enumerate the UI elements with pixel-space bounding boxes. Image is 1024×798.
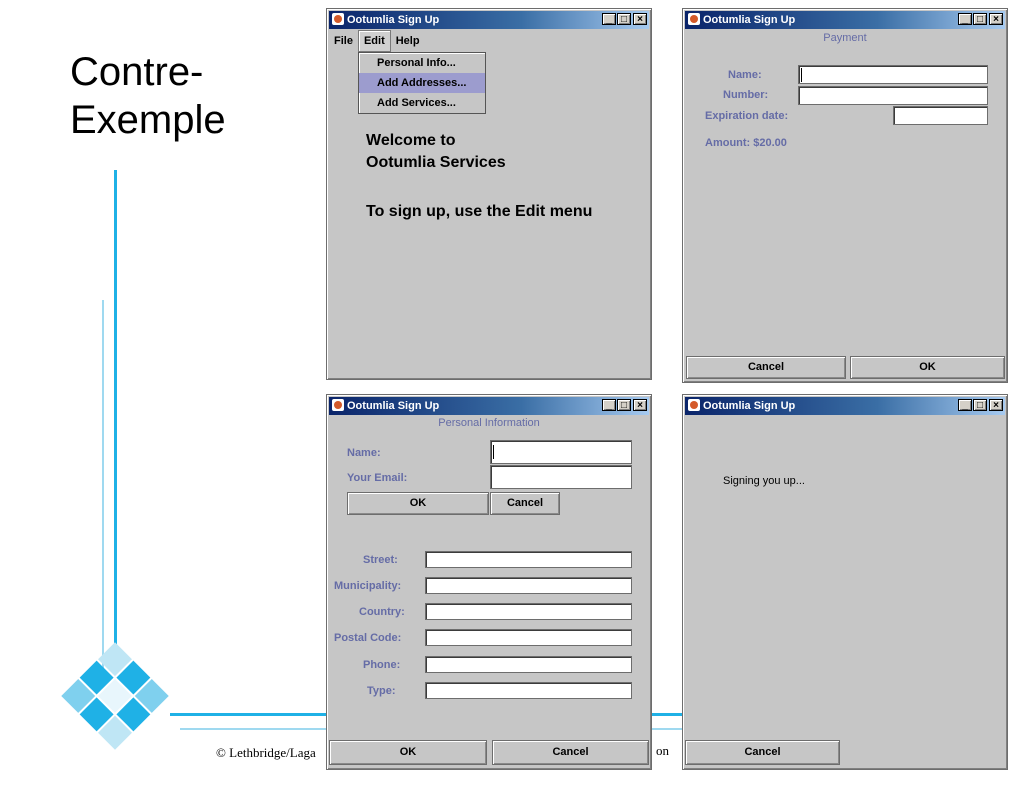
- window-title: Ootumlia Sign Up: [347, 14, 440, 26]
- decorative-line-vertical: [114, 170, 117, 660]
- window-title: Ootumlia Sign Up: [703, 14, 796, 26]
- amount-text: Amount: $20.00: [705, 137, 787, 149]
- menu-item-add-services[interactable]: Add Services...: [377, 97, 456, 109]
- close-button[interactable]: ×: [989, 399, 1003, 411]
- main-window: [326, 8, 652, 380]
- expiration-field[interactable]: [893, 106, 988, 125]
- decorative-line-horizontal-right-thin: [652, 728, 682, 730]
- cancel-button-small[interactable]: Cancel: [490, 492, 560, 515]
- country-field[interactable]: [425, 603, 632, 620]
- decorative-line-horizontal: [170, 713, 326, 716]
- cancel-button[interactable]: Cancel: [492, 740, 649, 765]
- personal-info-header: Personal Information: [438, 417, 540, 429]
- menu-help[interactable]: Help: [395, 35, 420, 47]
- menu-item-add-addresses[interactable]: Add Addresses...: [359, 73, 485, 93]
- app-icon: [332, 13, 344, 25]
- email-field[interactable]: [490, 465, 632, 489]
- cancel-button[interactable]: Cancel: [685, 740, 840, 765]
- slide-title: Contre- Exemple: [70, 50, 226, 142]
- title-bar[interactable]: [329, 11, 649, 29]
- number-field[interactable]: [798, 86, 988, 105]
- name-label: Name:: [728, 69, 762, 81]
- phone-field[interactable]: [425, 656, 632, 673]
- instruction-text: To sign up, use the Edit menu: [366, 203, 593, 220]
- ok-button[interactable]: OK: [329, 740, 487, 765]
- country-label: Country:: [359, 606, 405, 618]
- cancel-button[interactable]: Cancel: [686, 356, 846, 379]
- ok-button-small[interactable]: OK: [347, 492, 489, 515]
- text-cursor: [801, 68, 802, 82]
- number-label: Number:: [723, 89, 769, 101]
- ok-button[interactable]: OK: [850, 356, 1005, 379]
- maximize-button[interactable]: □: [617, 399, 631, 411]
- minimize-button[interactable]: _: [958, 13, 972, 25]
- window-title: Ootumlia Sign Up: [347, 400, 440, 412]
- signing-up-window: [682, 394, 1008, 770]
- maximize-button[interactable]: □: [973, 399, 987, 411]
- street-label: Street:: [363, 554, 398, 566]
- menu-item-personal-info[interactable]: Personal Info...: [377, 57, 456, 69]
- payment-window: [682, 8, 1008, 383]
- payment-header: Payment: [823, 32, 867, 44]
- title-bar[interactable]: [685, 397, 1005, 415]
- email-label: Your Email:: [347, 472, 408, 484]
- welcome-text-line1: Welcome to: [366, 132, 456, 149]
- footer-copyright: © Lethbridge/Laga: [216, 745, 316, 760]
- menu-bar: [329, 30, 649, 50]
- postal-code-label: Postal Code:: [334, 632, 402, 644]
- name-field[interactable]: [798, 65, 988, 84]
- footer-right-text: on: [656, 743, 669, 758]
- decorative-line-horizontal-right: [652, 713, 682, 716]
- maximize-button[interactable]: □: [617, 13, 631, 25]
- name-field[interactable]: [490, 440, 632, 464]
- edit-dropdown-menu: [358, 52, 486, 114]
- status-text: Signing you up...: [723, 475, 805, 487]
- minimize-button[interactable]: _: [958, 399, 972, 411]
- postal-code-field[interactable]: [425, 629, 632, 646]
- minimize-button[interactable]: _: [602, 13, 616, 25]
- street-field[interactable]: [425, 551, 632, 568]
- phone-label: Phone:: [363, 659, 401, 671]
- expiration-label: Expiration date:: [705, 110, 789, 122]
- text-cursor: [493, 445, 494, 459]
- personal-info-window: [326, 394, 652, 770]
- municipality-field[interactable]: [425, 577, 632, 594]
- close-button[interactable]: ×: [989, 13, 1003, 25]
- type-label: Type:: [367, 685, 396, 697]
- menu-edit[interactable]: Edit: [358, 30, 391, 52]
- window-title: Ootumlia Sign Up: [703, 400, 796, 412]
- minimize-button[interactable]: _: [602, 399, 616, 411]
- municipality-label: Municipality:: [334, 580, 402, 592]
- close-button[interactable]: ×: [633, 13, 647, 25]
- title-bar[interactable]: [329, 397, 649, 415]
- name-label: Name:: [347, 447, 381, 459]
- welcome-text-line2: Ootumlia Services: [366, 154, 506, 171]
- menu-file[interactable]: File: [334, 35, 353, 47]
- close-button[interactable]: ×: [633, 399, 647, 411]
- app-icon: [688, 13, 700, 25]
- title-bar[interactable]: [685, 11, 1005, 29]
- decorative-line-horizontal-thin: [180, 728, 326, 730]
- maximize-button[interactable]: □: [973, 13, 987, 25]
- decorative-diamond-logo: [37, 642, 193, 798]
- app-icon: [332, 399, 344, 411]
- app-icon: [688, 399, 700, 411]
- type-field[interactable]: [425, 682, 632, 699]
- decorative-line-vertical-thin: [102, 300, 104, 670]
